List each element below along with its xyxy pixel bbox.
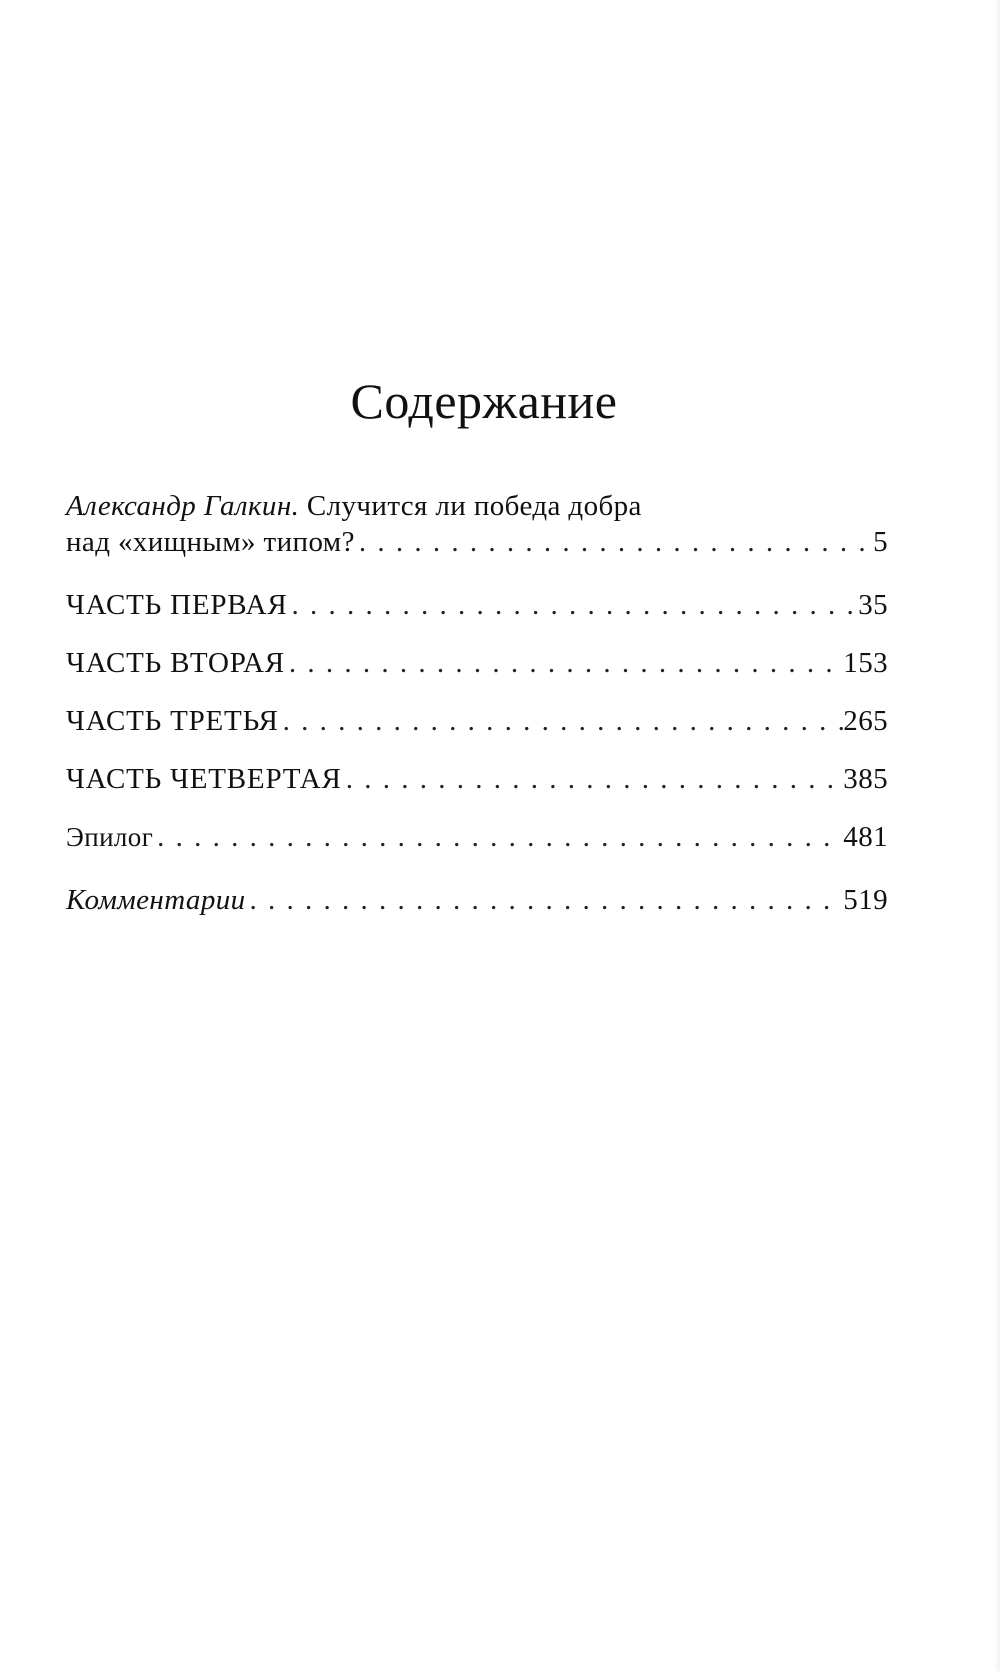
toc-entry-page: 153 bbox=[843, 647, 888, 679]
dot-leader bbox=[246, 882, 844, 918]
toc-entry-part-3 bbox=[66, 703, 888, 739]
dot-leader bbox=[288, 587, 859, 623]
toc-entry-label: ЧАСТЬ ТРЕТЬЯ bbox=[66, 705, 279, 737]
toc-entry-part-2 bbox=[66, 645, 888, 681]
toc-entry-intro-title-line1: Случится ли победа добра bbox=[299, 490, 642, 522]
toc-entry-intro bbox=[66, 488, 888, 560]
toc-entry-page: 385 bbox=[843, 763, 888, 795]
toc-entry-label: ЧАСТЬ ВТОРАЯ bbox=[66, 647, 285, 679]
toc-entry-intro-author: Александр Галкин. bbox=[66, 490, 300, 522]
table-of-contents bbox=[66, 488, 888, 918]
dot-leader bbox=[355, 524, 873, 560]
toc-entry-label: Комментарии bbox=[66, 884, 246, 916]
page-title: Содержание bbox=[350, 372, 618, 429]
toc-entry-page: 35 bbox=[858, 589, 888, 621]
toc-entry-epilogue bbox=[66, 819, 888, 855]
toc-entry-intro-second-line bbox=[66, 524, 888, 560]
toc-entry-label: ЧАСТЬ ЧЕТВЕРТАЯ bbox=[66, 763, 342, 795]
toc-entry-intro-title-line2: над «хищным» типом? bbox=[66, 526, 355, 558]
page-edge-shadow bbox=[994, 0, 1000, 1671]
dot-leader bbox=[153, 819, 843, 855]
toc-entry-page: 481 bbox=[843, 821, 888, 853]
dot-leader bbox=[285, 645, 843, 681]
toc-entry-comments bbox=[66, 882, 888, 918]
dot-leader bbox=[279, 703, 844, 739]
toc-entry-intro-first-line bbox=[66, 488, 888, 524]
toc-entry-page: 519 bbox=[843, 884, 888, 916]
toc-entry-intro-page: 5 bbox=[873, 526, 888, 558]
toc-entry-label: ЧАСТЬ ПЕРВАЯ bbox=[66, 589, 288, 621]
dot-leader bbox=[342, 761, 844, 797]
toc-entry-part-1 bbox=[66, 587, 888, 623]
toc-entry-part-4 bbox=[66, 761, 888, 797]
toc-entry-page: 265 bbox=[843, 705, 888, 737]
toc-entry-label: Эпилог bbox=[66, 822, 154, 852]
